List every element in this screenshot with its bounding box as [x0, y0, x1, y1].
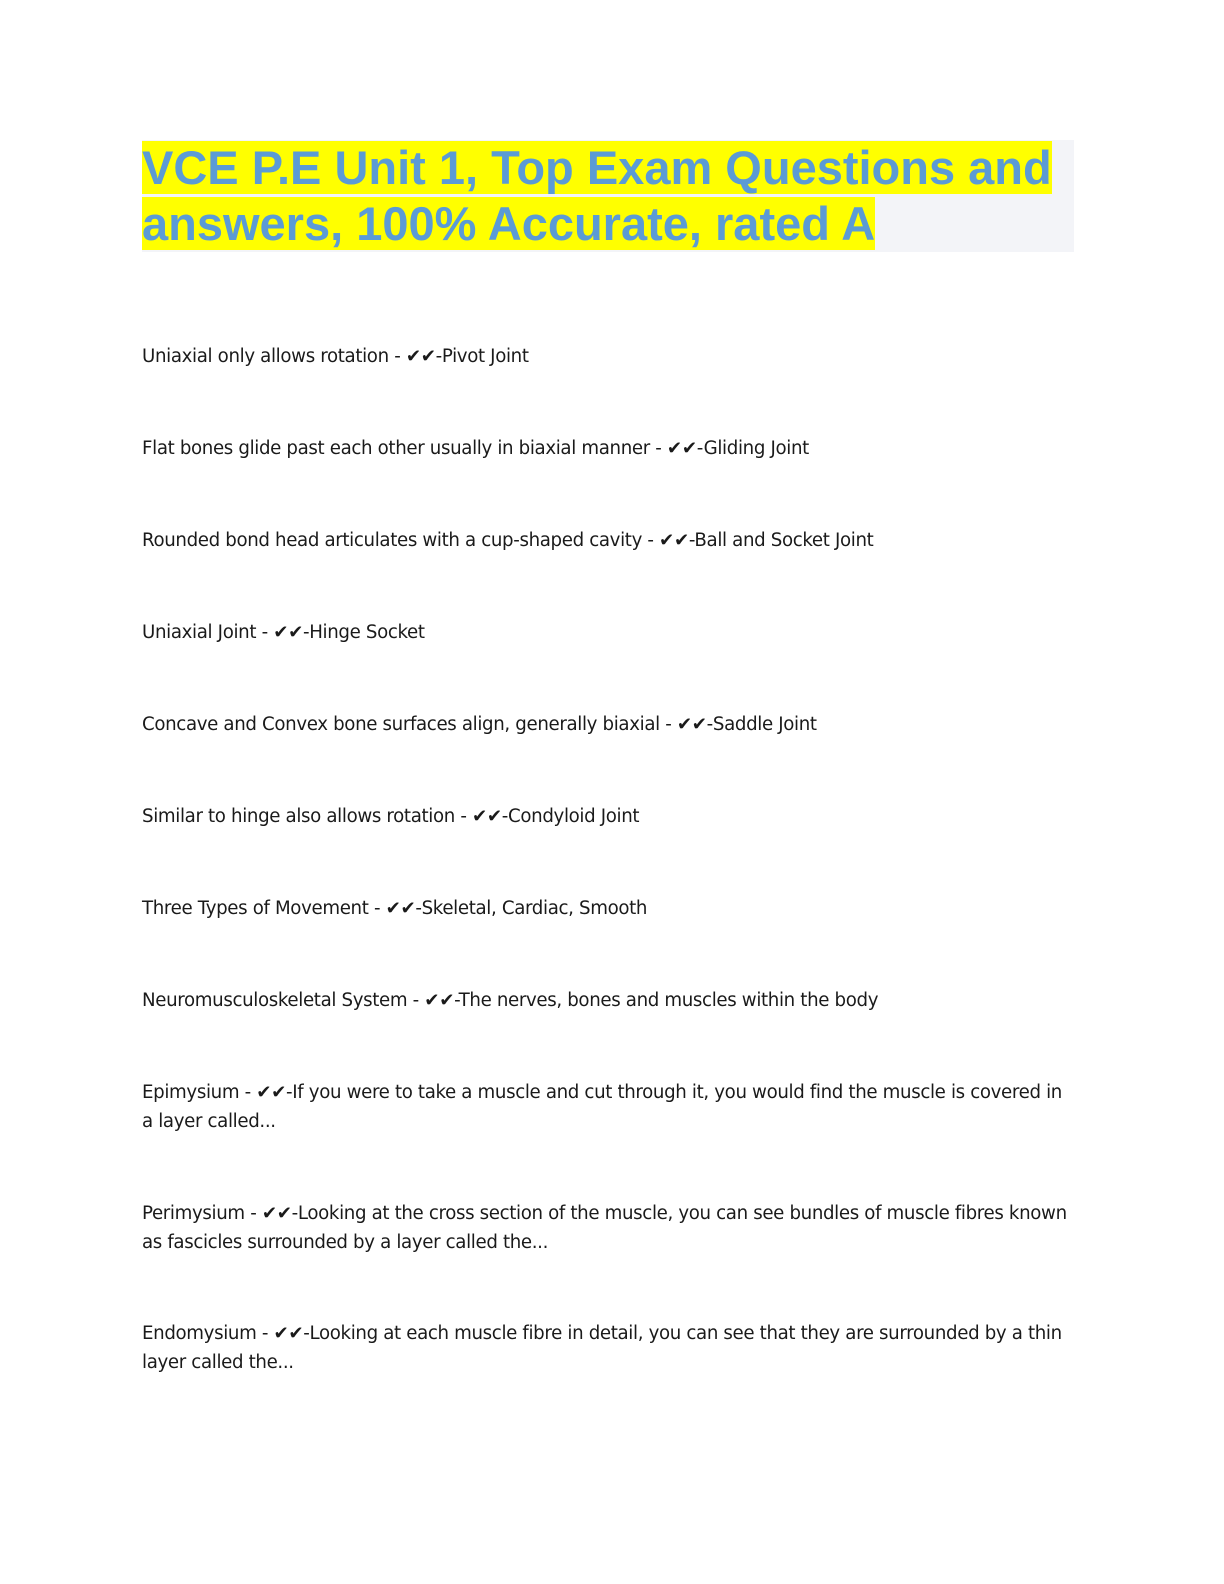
qa-term: Perimysium: [142, 1203, 245, 1224]
qa-separator: - ✔✔-: [244, 1203, 298, 1224]
qa-term: Similar to hinge also allows rotation: [142, 806, 455, 827]
qa-answer: Condyloid Joint: [508, 806, 640, 827]
qa-separator: - ✔✔-: [256, 622, 310, 643]
qa-separator: - ✔✔-: [368, 898, 422, 919]
qa-term: Neuromusculoskeletal System: [142, 990, 408, 1011]
qa-separator: - ✔✔-: [388, 346, 442, 367]
qa-separator: - ✔✔-: [641, 530, 695, 551]
qa-answer: If you were to take a muscle and cut through it, you would find the muscle is covered in a layer called...: [142, 1082, 1062, 1132]
qa-answer: The nerves, bones and muscles within the body: [458, 990, 879, 1011]
document-title: [142, 140, 1074, 252]
qa-separator: - ✔✔-: [454, 806, 509, 827]
qa-item: [142, 802, 1077, 831]
qa-term: Three Types of Movement: [142, 898, 369, 919]
document-title-text: VCE P.E Unit 1, Top Exam Questions and answers, 100% Accurate, rated A: [142, 141, 1052, 250]
qa-answer: Hinge Socket: [309, 622, 425, 643]
qa-answer: Ball and Socket Joint: [694, 530, 874, 551]
qa-item: [142, 434, 1077, 463]
qa-term: Uniaxial only allows rotation: [142, 346, 389, 367]
qa-answer: Looking at the cross section of the muscle, you can see bundles of muscle fibres known as fascicles surrounded by a layer called the...: [142, 1203, 1067, 1253]
qa-item: [142, 342, 1077, 371]
qa-separator: - ✔✔-: [649, 438, 704, 459]
qa-answer: Looking at each muscle fibre in detail, you can see that they are surrounded by a thin layer called the...: [142, 1323, 1062, 1373]
qa-item: [142, 986, 1077, 1015]
qa-separator: - ✔✔-: [256, 1323, 310, 1344]
qa-term: Flat bones glide past each other usually in biaxial manner: [142, 438, 650, 459]
qa-item: [142, 1319, 1077, 1377]
qa-separator: - ✔✔-: [659, 714, 713, 735]
qa-answer: Skeletal, Cardiac, Smooth: [421, 898, 648, 919]
title-block: [142, 140, 1074, 252]
qa-answer: Saddle Joint: [712, 714, 817, 735]
qa-answer: Gliding Joint: [703, 438, 809, 459]
qa-item: [142, 710, 1077, 739]
qa-term: Uniaxial Joint: [142, 622, 257, 643]
qa-answer: Pivot Joint: [441, 346, 529, 367]
qa-item: [142, 1199, 1077, 1257]
qa-term: Rounded bond head articulates with a cup-shaped cavity: [142, 530, 642, 551]
qa-term: Endomysium: [142, 1323, 257, 1344]
qa-item: [142, 894, 1077, 923]
qa-term: Concave and Convex bone surfaces align, generally biaxial: [142, 714, 660, 735]
qa-item: [142, 526, 1077, 555]
qa-separator: - ✔✔-: [407, 990, 459, 1011]
qa-term: Epimysium: [142, 1082, 240, 1103]
qa-item: [142, 1078, 1077, 1136]
qa-item: [142, 618, 1077, 647]
qa-separator: - ✔✔-: [239, 1082, 293, 1103]
